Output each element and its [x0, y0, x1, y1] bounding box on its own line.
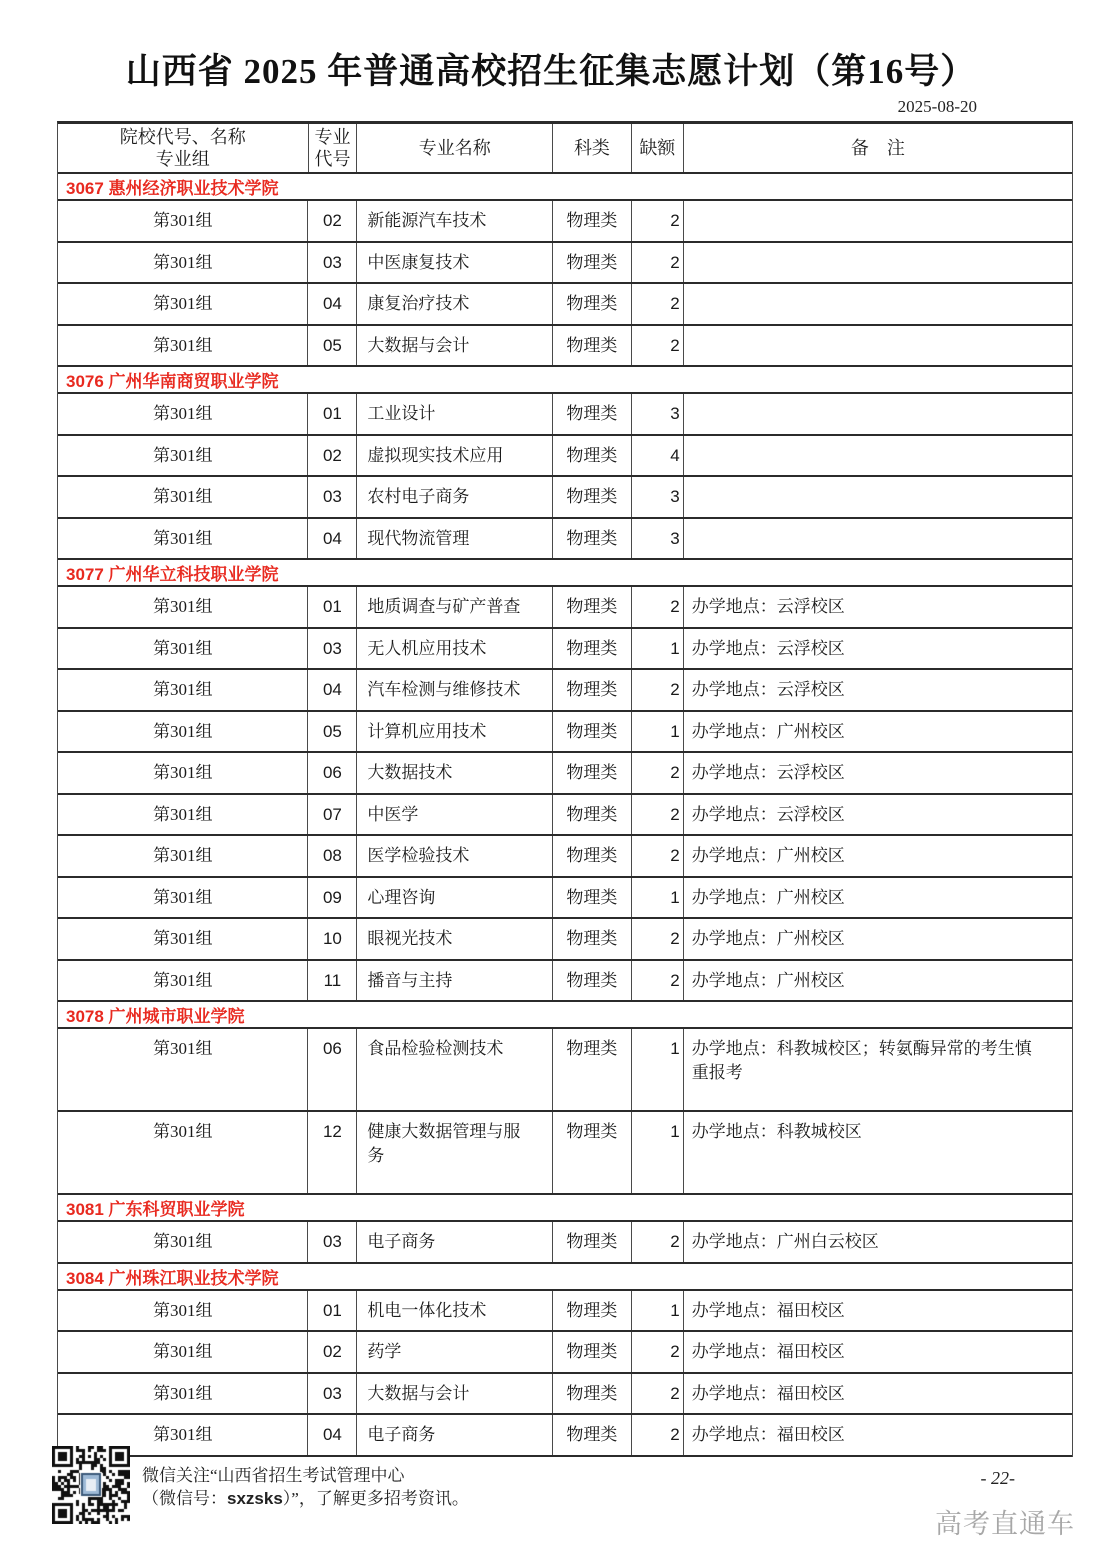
subject-category-cell: 物理类 — [553, 1222, 632, 1262]
table-row — [58, 795, 1072, 837]
vacancy-cell: 1 — [632, 629, 684, 669]
major-code-cell: 04 — [308, 284, 357, 324]
table-header-row — [58, 124, 1072, 174]
major-code-cell: 03 — [308, 477, 357, 517]
header-subject-category: 科类 — [553, 124, 632, 172]
major-code-cell: 06 — [308, 1029, 357, 1110]
table-row — [58, 436, 1072, 478]
group-cell: 第301组 — [58, 712, 308, 752]
remark-cell — [684, 519, 1072, 559]
group-cell: 第301组 — [58, 1415, 308, 1455]
remark-cell: 办学地点：广州校区 — [691, 887, 845, 907]
vacancy-cell: 2 — [632, 587, 684, 627]
qr-code — [52, 1446, 130, 1524]
group-cell: 第301组 — [58, 436, 308, 476]
major-code-cell: 08 — [308, 836, 357, 876]
table-row — [58, 243, 1072, 285]
remark-cell: 办学地点：云浮校区 — [691, 597, 845, 616]
college-name: 3067 惠州经济职业技术学院 — [66, 179, 279, 198]
major-name-cell: 新能源汽车技术 — [357, 201, 553, 241]
header-major-code-line1: 专业 — [314, 127, 351, 147]
vacancy-cell: 2 — [632, 795, 684, 835]
remark-cell: 办学地点：广州校区 — [691, 721, 845, 741]
page-title: 山西省 2025 年普通高校招生征集志愿计划（第16号） — [125, 52, 977, 91]
group-cell: 第301组 — [58, 477, 308, 517]
subject-category-cell: 物理类 — [553, 753, 632, 793]
remark-cell: 办学地点：广州校区 — [691, 970, 845, 990]
subject-category-cell: 物理类 — [553, 436, 632, 476]
major-name-cell: 地质调查与矿产普查 — [357, 587, 553, 627]
vacancy-cell: 4 — [632, 436, 684, 476]
major-name-cell: 健康大数据管理与服务 — [357, 1112, 553, 1193]
major-name-cell: 大数据与会计 — [357, 1374, 553, 1414]
group-cell: 第301组 — [58, 326, 308, 366]
wechat-id: sxzsks — [227, 1489, 283, 1508]
subject-category-cell: 物理类 — [553, 243, 632, 283]
major-code-cell: 03 — [308, 1374, 357, 1414]
footer-note — [142, 1464, 469, 1510]
remark-cell: 办学地点：福田校区 — [691, 1383, 845, 1403]
college-name: 3077 广州华立科技职业学院 — [66, 565, 279, 584]
major-name-cell: 虚拟现实技术应用 — [357, 436, 553, 476]
college-section-row — [58, 1264, 1072, 1291]
table-body — [58, 174, 1072, 1457]
header-major-name: 专业名称 — [357, 124, 553, 172]
group-cell: 第301组 — [58, 878, 308, 918]
watermark: 高考直通车 — [935, 1509, 1075, 1539]
subject-category-cell: 物理类 — [553, 284, 632, 324]
table-row — [58, 1222, 1072, 1264]
group-cell: 第301组 — [58, 201, 308, 241]
table-row — [58, 394, 1072, 436]
subject-category-cell: 物理类 — [553, 1029, 632, 1110]
major-code-cell: 01 — [308, 587, 357, 627]
table-row — [58, 284, 1072, 326]
major-name-cell: 中医学 — [357, 795, 553, 835]
major-name-cell: 大数据技术 — [357, 753, 553, 793]
major-name-cell: 计算机应用技术 — [357, 712, 553, 752]
subject-category-cell: 物理类 — [553, 1291, 632, 1331]
vacancy-cell: 1 — [632, 878, 684, 918]
group-cell: 第301组 — [58, 243, 308, 283]
remark-cell: 办学地点：福田校区 — [691, 1300, 845, 1320]
group-cell: 第301组 — [58, 629, 308, 669]
college-section-row — [58, 174, 1072, 201]
subject-category-cell: 物理类 — [553, 670, 632, 710]
major-name-cell: 电子商务 — [357, 1415, 553, 1455]
vacancy-cell: 3 — [632, 519, 684, 559]
major-name-cell: 工业设计 — [357, 394, 553, 434]
table-row — [58, 1029, 1072, 1112]
major-code-cell: 02 — [308, 1332, 357, 1372]
table-row — [58, 836, 1072, 878]
group-cell: 第301组 — [58, 919, 308, 959]
remark-cell: 办学地点：广州校区 — [691, 846, 845, 865]
major-name-cell: 康复治疗技术 — [357, 284, 553, 324]
subject-category-cell: 物理类 — [553, 201, 632, 241]
group-cell: 第301组 — [58, 519, 308, 559]
group-cell: 第301组 — [58, 284, 308, 324]
table-row — [58, 919, 1072, 961]
vacancy-cell: 1 — [632, 712, 684, 752]
table-row — [58, 1112, 1072, 1195]
major-name-cell: 中医康复技术 — [357, 243, 553, 283]
major-code-cell: 04 — [308, 519, 357, 559]
major-name-cell: 眼视光技术 — [357, 919, 553, 959]
major-code-cell: 03 — [308, 243, 357, 283]
table-row — [58, 587, 1072, 629]
remark-cell: 办学地点：科教城校区；转氨酶异常的考生慎重报考 — [691, 1039, 1032, 1082]
vacancy-cell: 2 — [632, 284, 684, 324]
remark-cell: 办学地点：科教城校区 — [691, 1122, 862, 1141]
table-row — [58, 961, 1072, 1003]
table-row — [58, 326, 1072, 368]
college-name: 3084 广州珠江职业技术学院 — [66, 1268, 279, 1288]
vacancy-cell: 3 — [632, 477, 684, 517]
header-college-line2: 专业组 — [155, 149, 210, 169]
table-row — [58, 753, 1072, 795]
group-cell: 第301组 — [58, 1222, 308, 1262]
vacancy-cell: 3 — [632, 394, 684, 434]
subject-category-cell: 物理类 — [553, 961, 632, 1001]
header-vacancy: 缺额 — [632, 124, 684, 172]
subject-category-cell: 物理类 — [553, 836, 632, 876]
subject-category-cell: 物理类 — [553, 795, 632, 835]
remark-cell — [684, 477, 1072, 517]
remark-cell — [684, 436, 1072, 476]
footer-line2: （微信号：sxzsks）”，了解更多招考资讯。 — [142, 1489, 469, 1508]
major-code-cell: 07 — [308, 795, 357, 835]
major-code-cell: 09 — [308, 878, 357, 918]
subject-category-cell: 物理类 — [553, 1374, 632, 1414]
vacancy-cell: 2 — [632, 961, 684, 1001]
vacancy-cell: 2 — [632, 201, 684, 241]
subject-category-cell: 物理类 — [553, 519, 632, 559]
table-row — [58, 878, 1072, 920]
subject-category-cell: 物理类 — [553, 712, 632, 752]
group-cell: 第301组 — [58, 753, 308, 793]
remark-cell — [684, 201, 1072, 241]
group-cell: 第301组 — [58, 394, 308, 434]
group-cell: 第301组 — [58, 1332, 308, 1372]
group-cell: 第301组 — [58, 1291, 308, 1331]
group-cell: 第301组 — [58, 1112, 308, 1193]
header-major-code — [309, 124, 358, 172]
vacancy-cell: 2 — [632, 836, 684, 876]
group-cell: 第301组 — [58, 1029, 308, 1110]
major-code-cell: 04 — [308, 670, 357, 710]
college-name: 3081 广东科贸职业学院 — [66, 1200, 245, 1219]
vacancy-cell: 2 — [632, 1374, 684, 1414]
table-row — [58, 712, 1072, 754]
major-code-cell: 03 — [308, 629, 357, 669]
table-row — [58, 629, 1072, 671]
header-major-code-line2: 代号 — [314, 149, 351, 169]
major-name-cell: 大数据与会计 — [357, 326, 553, 366]
subject-category-cell: 物理类 — [553, 878, 632, 918]
group-cell: 第301组 — [58, 670, 308, 710]
vacancy-cell: 2 — [632, 670, 684, 710]
group-cell: 第301组 — [58, 836, 308, 876]
college-section-row — [58, 1002, 1072, 1029]
major-code-cell: 05 — [308, 326, 357, 366]
doc-date: 2025-08-20 — [897, 97, 977, 116]
group-cell: 第301组 — [58, 961, 308, 1001]
remark-cell: 办学地点：云浮校区 — [691, 763, 845, 782]
remark-cell: 办学地点：云浮校区 — [691, 638, 845, 658]
plan-table — [57, 121, 1073, 1457]
remark-cell: 办学地点：云浮校区 — [691, 804, 845, 824]
table-row — [58, 670, 1072, 712]
vacancy-cell: 1 — [632, 1029, 684, 1110]
major-name-cell: 心理咨询 — [357, 878, 553, 918]
remark-cell: 办学地点：广州白云校区 — [691, 1232, 879, 1251]
header-college-group — [58, 124, 309, 172]
major-code-cell: 11 — [308, 961, 357, 1001]
major-name-cell: 机电一体化技术 — [357, 1291, 553, 1331]
subject-category-cell: 物理类 — [553, 1112, 632, 1193]
header-college-line1: 院校代号、名称 — [119, 127, 246, 147]
table-row — [58, 1291, 1072, 1333]
group-cell: 第301组 — [58, 795, 308, 835]
major-code-cell: 06 — [308, 753, 357, 793]
major-code-cell: 02 — [308, 201, 357, 241]
remark-cell: 办学地点：云浮校区 — [691, 680, 845, 699]
vacancy-cell: 1 — [632, 1112, 684, 1193]
college-section-row — [58, 367, 1072, 394]
major-code-cell: 05 — [308, 712, 357, 752]
vacancy-cell: 1 — [632, 1291, 684, 1331]
remark-cell: 办学地点：福田校区 — [691, 1425, 845, 1444]
table-row — [58, 201, 1072, 243]
college-name: 3078 广州城市职业学院 — [66, 1007, 245, 1026]
table-row — [58, 477, 1072, 519]
major-name-cell: 播音与主持 — [357, 961, 553, 1001]
college-section-row — [58, 1195, 1072, 1222]
table-row — [58, 1332, 1072, 1374]
major-code-cell: 01 — [308, 1291, 357, 1331]
major-name-cell: 现代物流管理 — [357, 519, 553, 559]
remark-cell — [684, 326, 1072, 366]
major-name-cell: 无人机应用技术 — [357, 629, 553, 669]
major-name-cell: 医学检验技术 — [357, 836, 553, 876]
vacancy-cell: 2 — [632, 1415, 684, 1455]
major-name-cell: 药学 — [357, 1332, 553, 1372]
subject-category-cell: 物理类 — [553, 1332, 632, 1372]
page-number: - 22- — [980, 1468, 1015, 1488]
vacancy-cell: 2 — [632, 243, 684, 283]
group-cell: 第301组 — [58, 587, 308, 627]
subject-category-cell: 物理类 — [553, 326, 632, 366]
subject-category-cell: 物理类 — [553, 587, 632, 627]
subject-category-cell: 物理类 — [553, 919, 632, 959]
vacancy-cell: 2 — [632, 753, 684, 793]
major-code-cell: 12 — [308, 1112, 357, 1193]
major-code-cell: 01 — [308, 394, 357, 434]
major-code-cell: 03 — [308, 1222, 357, 1262]
subject-category-cell: 物理类 — [553, 629, 632, 669]
header-remark: 备 注 — [850, 138, 905, 158]
remark-cell — [684, 394, 1072, 434]
major-name-cell: 农村电子商务 — [357, 477, 553, 517]
subject-category-cell: 物理类 — [553, 477, 632, 517]
table-row — [58, 1374, 1072, 1416]
major-code-cell: 02 — [308, 436, 357, 476]
major-code-cell: 10 — [308, 919, 357, 959]
subject-category-cell: 物理类 — [553, 394, 632, 434]
vacancy-cell: 2 — [632, 1222, 684, 1262]
table-row — [58, 1415, 1072, 1457]
remark-cell: 办学地点：广州校区 — [691, 929, 845, 948]
vacancy-cell: 2 — [632, 326, 684, 366]
footer-line1: 微信关注“山西省招生考试管理中心 — [142, 1466, 405, 1485]
group-cell: 第301组 — [58, 1374, 308, 1414]
table-row — [58, 519, 1072, 561]
remark-cell — [684, 243, 1072, 283]
remark-cell — [684, 284, 1072, 324]
vacancy-cell: 2 — [632, 919, 684, 959]
major-name-cell: 食品检验检测技术 — [357, 1029, 553, 1110]
major-name-cell: 汽车检测与维修技术 — [357, 670, 553, 710]
major-code-cell: 04 — [308, 1415, 357, 1455]
subject-category-cell: 物理类 — [553, 1415, 632, 1455]
remark-cell: 办学地点：福田校区 — [691, 1342, 845, 1361]
major-name-cell: 电子商务 — [357, 1222, 553, 1262]
college-section-row — [58, 560, 1072, 587]
vacancy-cell: 2 — [632, 1332, 684, 1372]
college-name: 3076 广州华南商贸职业学院 — [66, 372, 279, 391]
